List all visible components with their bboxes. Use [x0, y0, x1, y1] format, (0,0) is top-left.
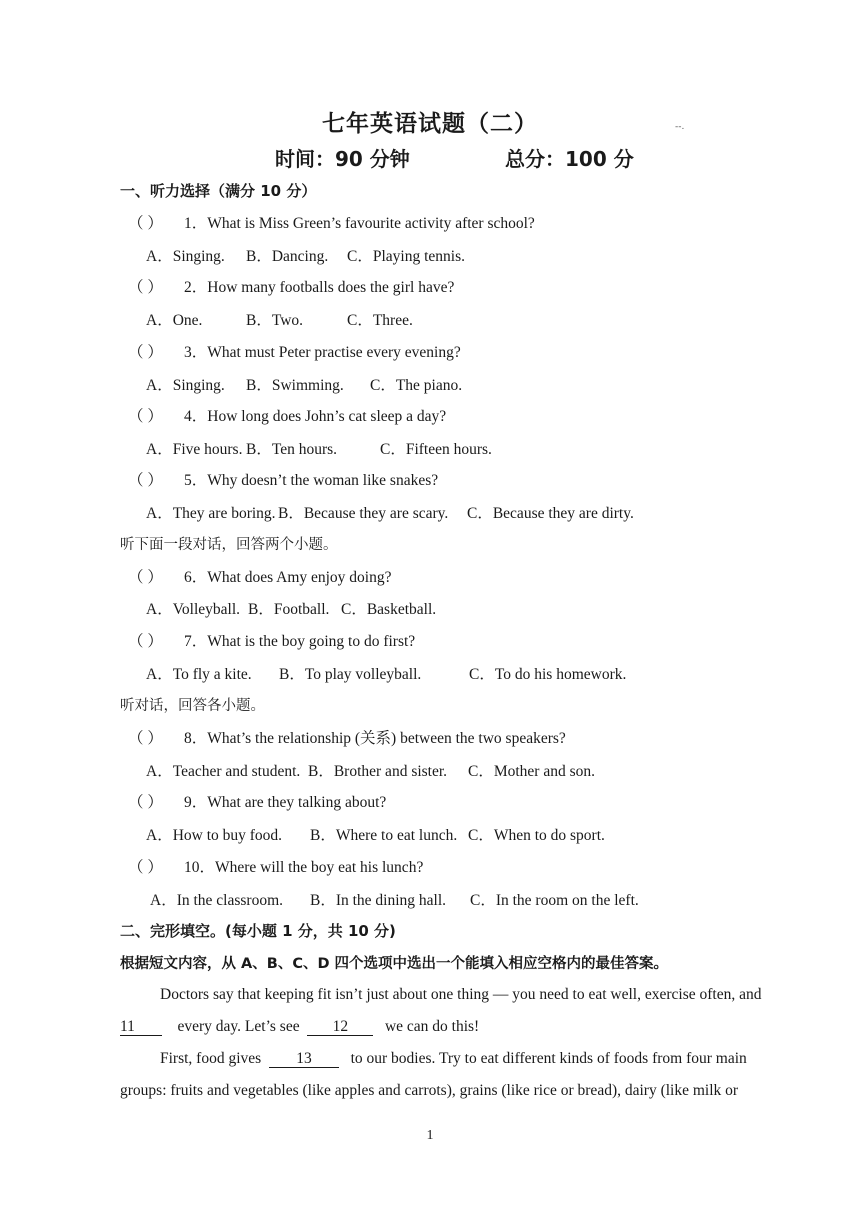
option-a: A．Teacher and student. — [146, 763, 301, 780]
question-3 — [128, 340, 461, 362]
question-text: 7．What is the boy going to do first? — [184, 633, 416, 650]
option-b: B．Because they are scary. — [278, 505, 449, 522]
option-c: C．The piano. — [370, 377, 463, 394]
question-10 — [128, 855, 423, 877]
question-text: 9．What are they talking about? — [184, 794, 387, 811]
blank-11[interactable]: 11 — [120, 1018, 162, 1036]
question-1 — [128, 211, 535, 233]
answer-paren[interactable]: （ ） — [128, 279, 163, 296]
question-9 — [128, 790, 386, 812]
question-text: 8．What’s the relationship (关系) between the two speakers? — [184, 730, 566, 747]
question-text: 6．What does Amy enjoy doing? — [184, 569, 392, 586]
question-text: 2．How many footballs does the girl have? — [184, 279, 455, 296]
option-c: C．Mother and son. — [468, 763, 596, 780]
option-b: B．To play volleyball. — [279, 666, 422, 683]
option-a: A．How to buy food. — [146, 827, 283, 844]
exam-total-score: 总分：100 分 — [505, 147, 634, 171]
answer-paren[interactable]: （ ） — [128, 569, 163, 586]
answer-paren[interactable]: （ ） — [128, 730, 163, 747]
option-c: C．Basketball. — [341, 601, 437, 618]
answer-paren[interactable]: （ ） — [128, 344, 163, 361]
question-6 — [128, 565, 392, 587]
passage-line-3 — [160, 1050, 747, 1068]
section-1-heading: 一、听力选择（满分 10 分） — [120, 182, 317, 200]
option-c: C．Fifteen hours. — [380, 441, 492, 458]
section-2-heading: 二、完形填空。(每小题 1 分，共 10 分) — [120, 922, 396, 940]
answer-paren[interactable]: （ ） — [128, 408, 163, 425]
option-b: B．In the dining hall. — [310, 892, 447, 909]
question-5 — [128, 468, 438, 490]
answer-paren[interactable]: （ ） — [128, 215, 163, 232]
option-c: C．To do his homework. — [469, 666, 627, 683]
question-text: 1．What is Miss Green’s favourite activity after school? — [184, 215, 535, 232]
option-a: A．Singing. — [146, 248, 225, 265]
option-a: A．Volleyball. — [146, 601, 240, 618]
blank-12[interactable]: 12 — [307, 1018, 373, 1036]
question-4 — [128, 404, 446, 426]
option-a: A．Singing. — [146, 377, 225, 394]
option-b: B．Football. — [248, 601, 330, 618]
option-c: C．Because they are dirty. — [467, 505, 634, 522]
passage-line-4: groups: fruits and vegetables (like apples and carrots), grains (like rice or bread), dairy (like milk or — [120, 1082, 739, 1099]
blank-13[interactable]: 13 — [269, 1050, 339, 1068]
question-text: 5．Why doesn’t the woman like snakes? — [184, 472, 439, 489]
passage-line-2 — [120, 1018, 479, 1036]
passage-text: First, food gives — [160, 1050, 262, 1067]
option-c: C．When to do sport. — [468, 827, 605, 844]
exam-time: 时间：90 分钟 — [275, 147, 410, 171]
option-c: C．In the room on the left. — [470, 892, 639, 909]
option-b: B．Brother and sister. — [308, 763, 448, 780]
question-text: 3．What must Peter practise every evening? — [184, 344, 461, 361]
option-a: A．To fly a kite. — [146, 666, 252, 683]
option-c: C．Three. — [347, 312, 413, 329]
question-8 — [128, 726, 566, 748]
passage-text: to our bodies. Try to eat different kinds of foods from four main — [350, 1050, 747, 1067]
passage-text: every day. Let’s see — [177, 1018, 300, 1035]
option-b: B．Swimming. — [246, 377, 344, 394]
option-b: B．Where to eat lunch. — [310, 827, 458, 844]
exam-title: 七年英语试题（二） — [322, 111, 538, 137]
question-text: 10．Where will the boy eat his lunch? — [184, 859, 424, 876]
option-a: A．They are boring. — [146, 505, 276, 522]
answer-paren[interactable]: （ ） — [128, 472, 163, 489]
page-number: 1 — [426, 1128, 434, 1143]
answer-paren[interactable]: （ ） — [128, 859, 163, 876]
option-a: A．One. — [146, 312, 203, 329]
passage-text: we can do this! — [384, 1018, 480, 1035]
passage-line-1: Doctors say that keeping fit isn’t just about one thing — you need to eat well, exercise often, and — [160, 986, 762, 1003]
section-2-instruction: 根据短文内容，从 A、B、C、D 四个选项中选出一个能填入相应空格内的最佳答案。 — [120, 956, 669, 972]
option-b: B．Ten hours. — [246, 441, 338, 458]
question-7 — [128, 629, 415, 651]
question-text: 4．How long does John’s cat sleep a day? — [184, 408, 447, 425]
instruction-two-questions: 听下面一段对话，回答两个小题。 — [120, 537, 338, 553]
option-b: B．Two. — [246, 312, 304, 329]
instruction-each-question: 听对话，回答各小题。 — [120, 698, 265, 714]
option-a: A．In the classroom. — [150, 892, 284, 909]
option-c: C．Playing tennis. — [347, 248, 465, 265]
question-2 — [128, 275, 454, 297]
option-b: B．Dancing. — [246, 248, 329, 265]
option-a: A．Five hours. — [146, 441, 243, 458]
scan-speck: --. — [675, 122, 685, 132]
answer-paren[interactable]: （ ） — [128, 794, 163, 811]
answer-paren[interactable]: （ ） — [128, 633, 163, 650]
